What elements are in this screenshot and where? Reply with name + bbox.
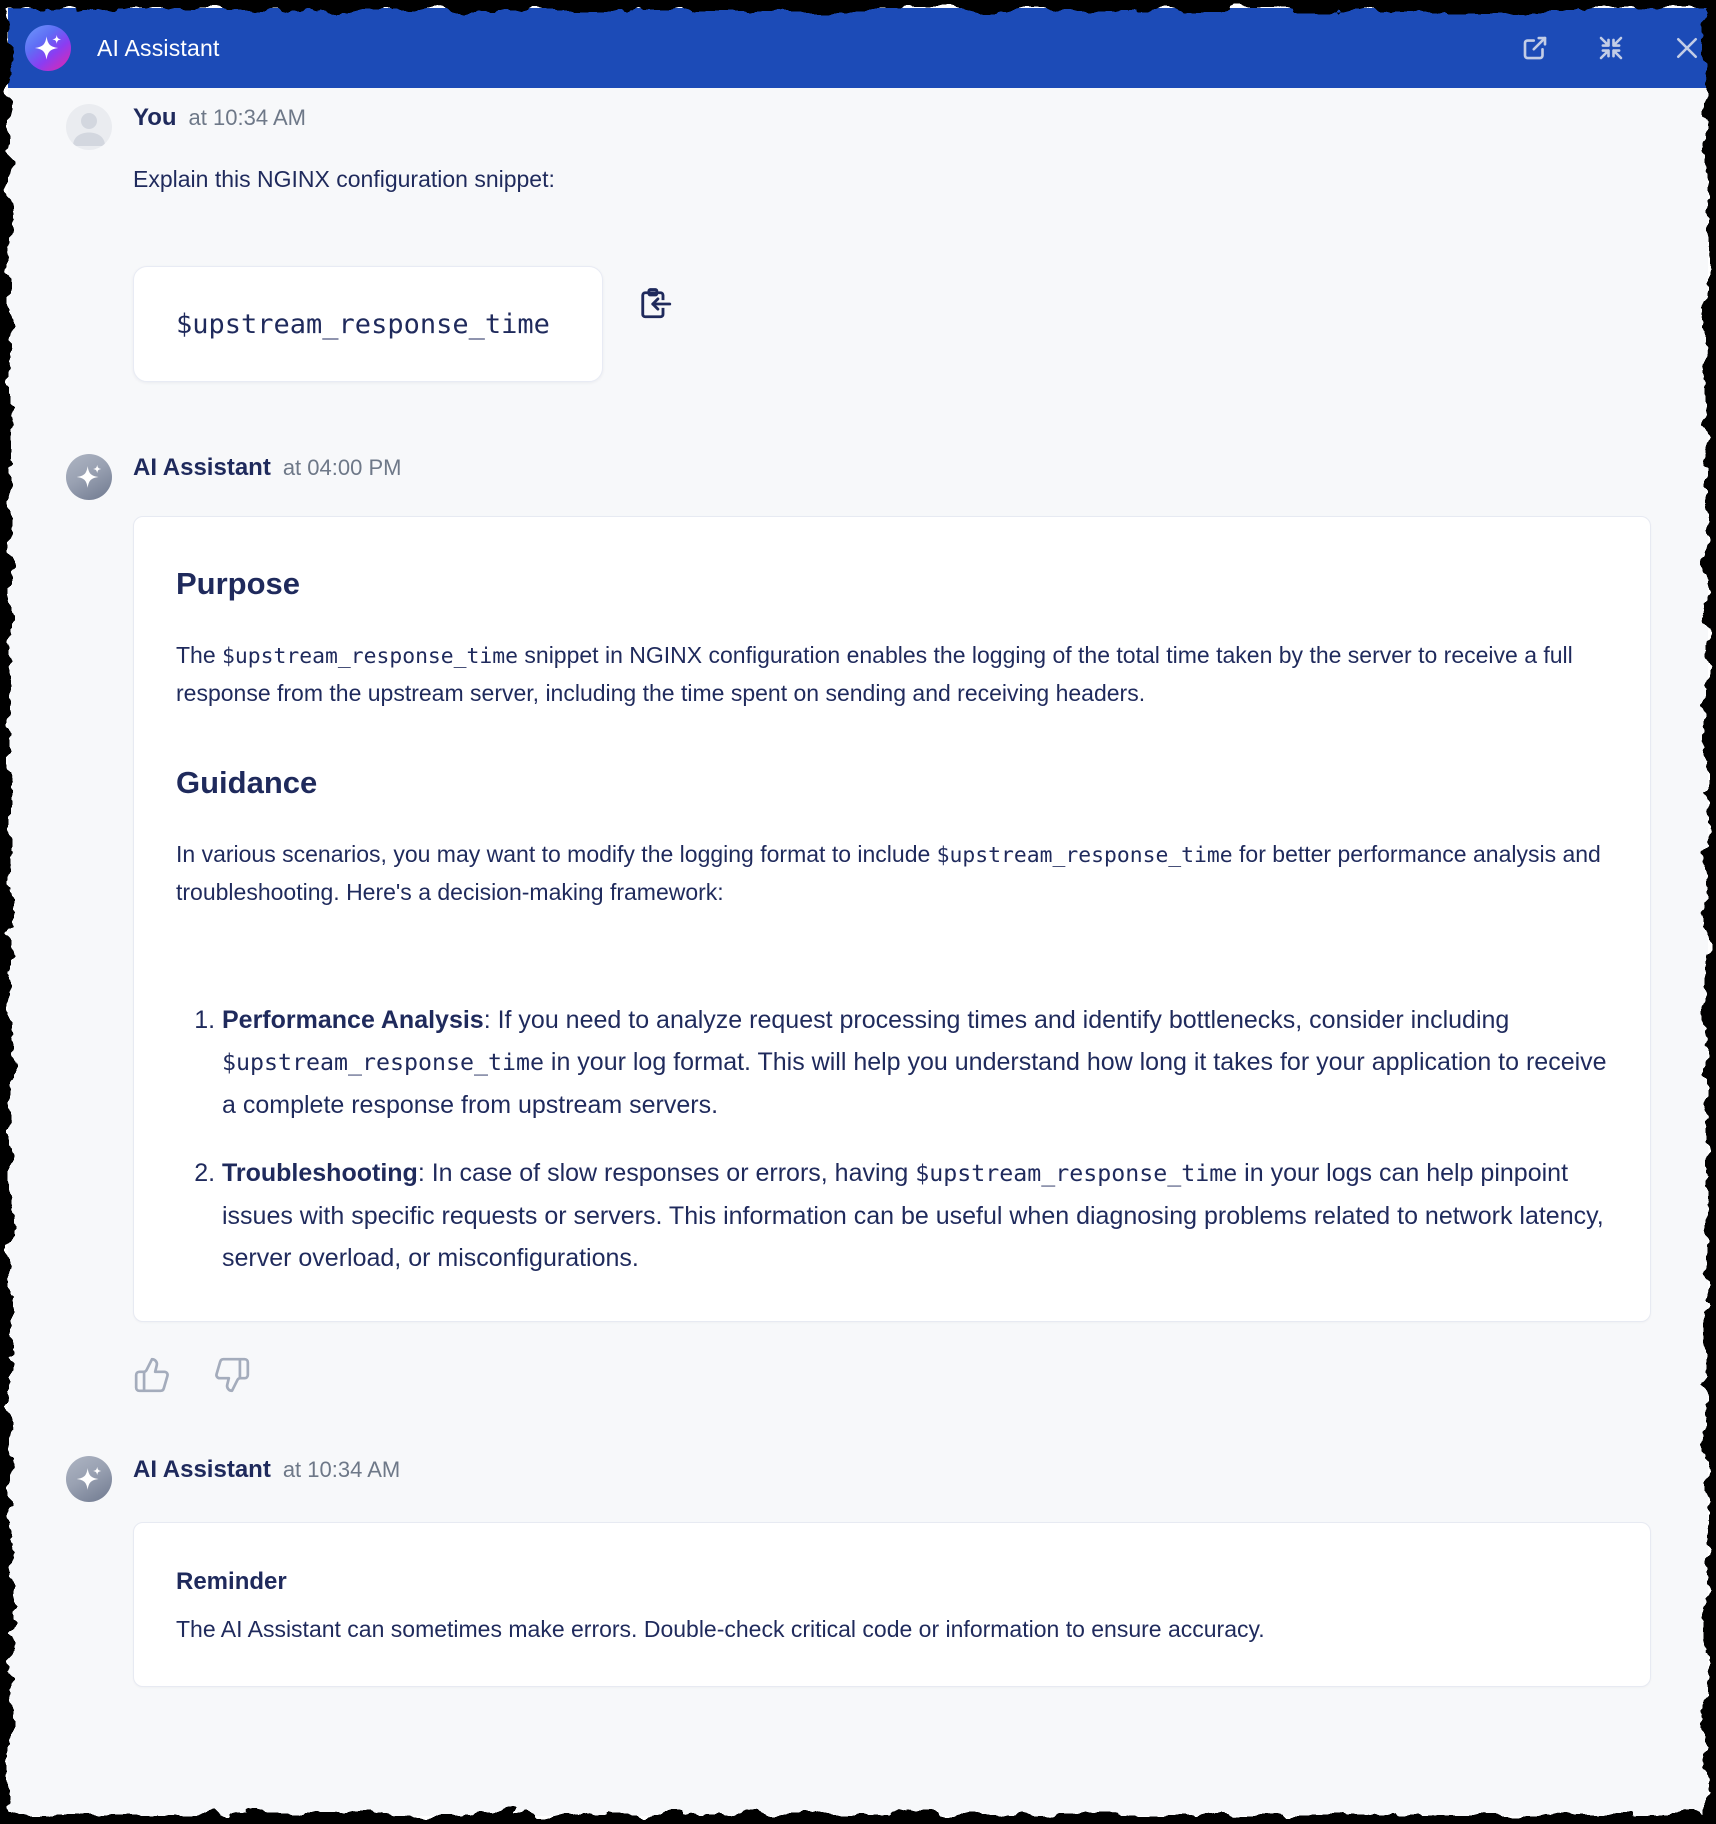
collapse-window-button[interactable]: [1596, 33, 1626, 63]
author-line: [133, 1456, 1651, 1494]
close-icon: [1672, 33, 1702, 63]
user-avatar: [66, 104, 112, 150]
assistant-avatar: [66, 454, 112, 500]
list-item: 1. Performance Analysis: If you need to analyze request processing times and identify bottlenecks, consider including $upstream_response_time in your log format. This will help you understand how long it takes for your application to receive a complete response from upstream servers.: [222, 999, 1610, 1126]
ai-assistant-logo: [25, 25, 71, 71]
reminder-text: The AI Assistant can sometimes make errors. Double-check critical code or information to ensure accuracy.: [176, 1616, 1265, 1642]
message-timestamp: at 10:34 AM: [282, 1457, 401, 1482]
thumbs-up-icon: [133, 1356, 171, 1394]
window-actions: [1520, 33, 1702, 63]
copy-snippet-button[interactable]: [636, 286, 672, 322]
reminder-title: Reminder: [176, 1568, 287, 1595]
reminder-card: [133, 1522, 1651, 1687]
contract-icon: [1596, 33, 1626, 63]
code-snippet-text: $upstream_response_time: [176, 308, 550, 340]
author-line: [133, 454, 1651, 492]
guidance-heading: Guidance: [176, 765, 318, 800]
reminder-message-body: [133, 1456, 1651, 1687]
author-line: [133, 104, 1651, 142]
feedback-row: [133, 1356, 1651, 1394]
user-prompt-text: Explain this NGINX configuration snippet:: [133, 166, 555, 192]
assistant-reminder-message: [66, 1456, 1708, 1687]
open-in-new-icon: [1520, 33, 1550, 63]
author-name: AI Assistant: [133, 1456, 271, 1483]
author-name: You: [133, 104, 177, 131]
user-message-body: [133, 104, 1651, 382]
thumbs-down-button[interactable]: [213, 1356, 251, 1394]
close-button[interactable]: [1672, 33, 1702, 63]
window-title: AI Assistant: [97, 34, 220, 61]
thumbs-down-icon: [213, 1356, 251, 1394]
sparkle-icon: [32, 32, 64, 64]
assistant-message: [66, 454, 1708, 1394]
guidance-paragraph: In various scenarios, you may want to modify the logging format to include $upstream_response_time for better performance analysis and troubleshooting. Here's a decision-making framework:: [176, 841, 1601, 905]
message-timestamp: at 04:00 PM: [282, 455, 402, 480]
purpose-paragraph: The $upstream_response_time snippet in NGINX configuration enables the logging of the total time taken by the server to receive a full response from the upstream server, including the time spent on sending and receiving headers.: [176, 642, 1573, 706]
title-bar: [8, 8, 1708, 88]
sparkle-icon: [74, 1464, 104, 1494]
guidance-list: [176, 999, 1610, 1279]
purpose-heading: Purpose: [176, 566, 301, 601]
person-icon: [66, 104, 112, 150]
chat-scroll-area[interactable]: [8, 88, 1708, 1816]
message-timestamp: at 10:34 AM: [188, 105, 306, 130]
assistant-answer-card: [133, 516, 1651, 1322]
list-item: 2. Troubleshooting: In case of slow responses or errors, having $upstream_response_time in your logs can help pinpoint issues with specific requests or servers. This information can be useful when diagnosing problems related to network latency, server overload, or misconfigurations.: [222, 1152, 1610, 1279]
author-name: AI Assistant: [133, 454, 271, 481]
code-snippet-row: [133, 266, 1651, 382]
ai-assistant-panel: [8, 8, 1708, 1816]
assistant-avatar: [66, 1456, 112, 1502]
sparkle-icon: [74, 462, 104, 492]
assistant-message-body: [133, 454, 1651, 1394]
code-snippet-box: [133, 266, 603, 382]
thumbs-up-button[interactable]: [133, 1356, 171, 1394]
user-message: [66, 104, 1708, 382]
clipboard-paste-icon: [636, 286, 672, 322]
open-in-new-window-button[interactable]: [1520, 33, 1550, 63]
